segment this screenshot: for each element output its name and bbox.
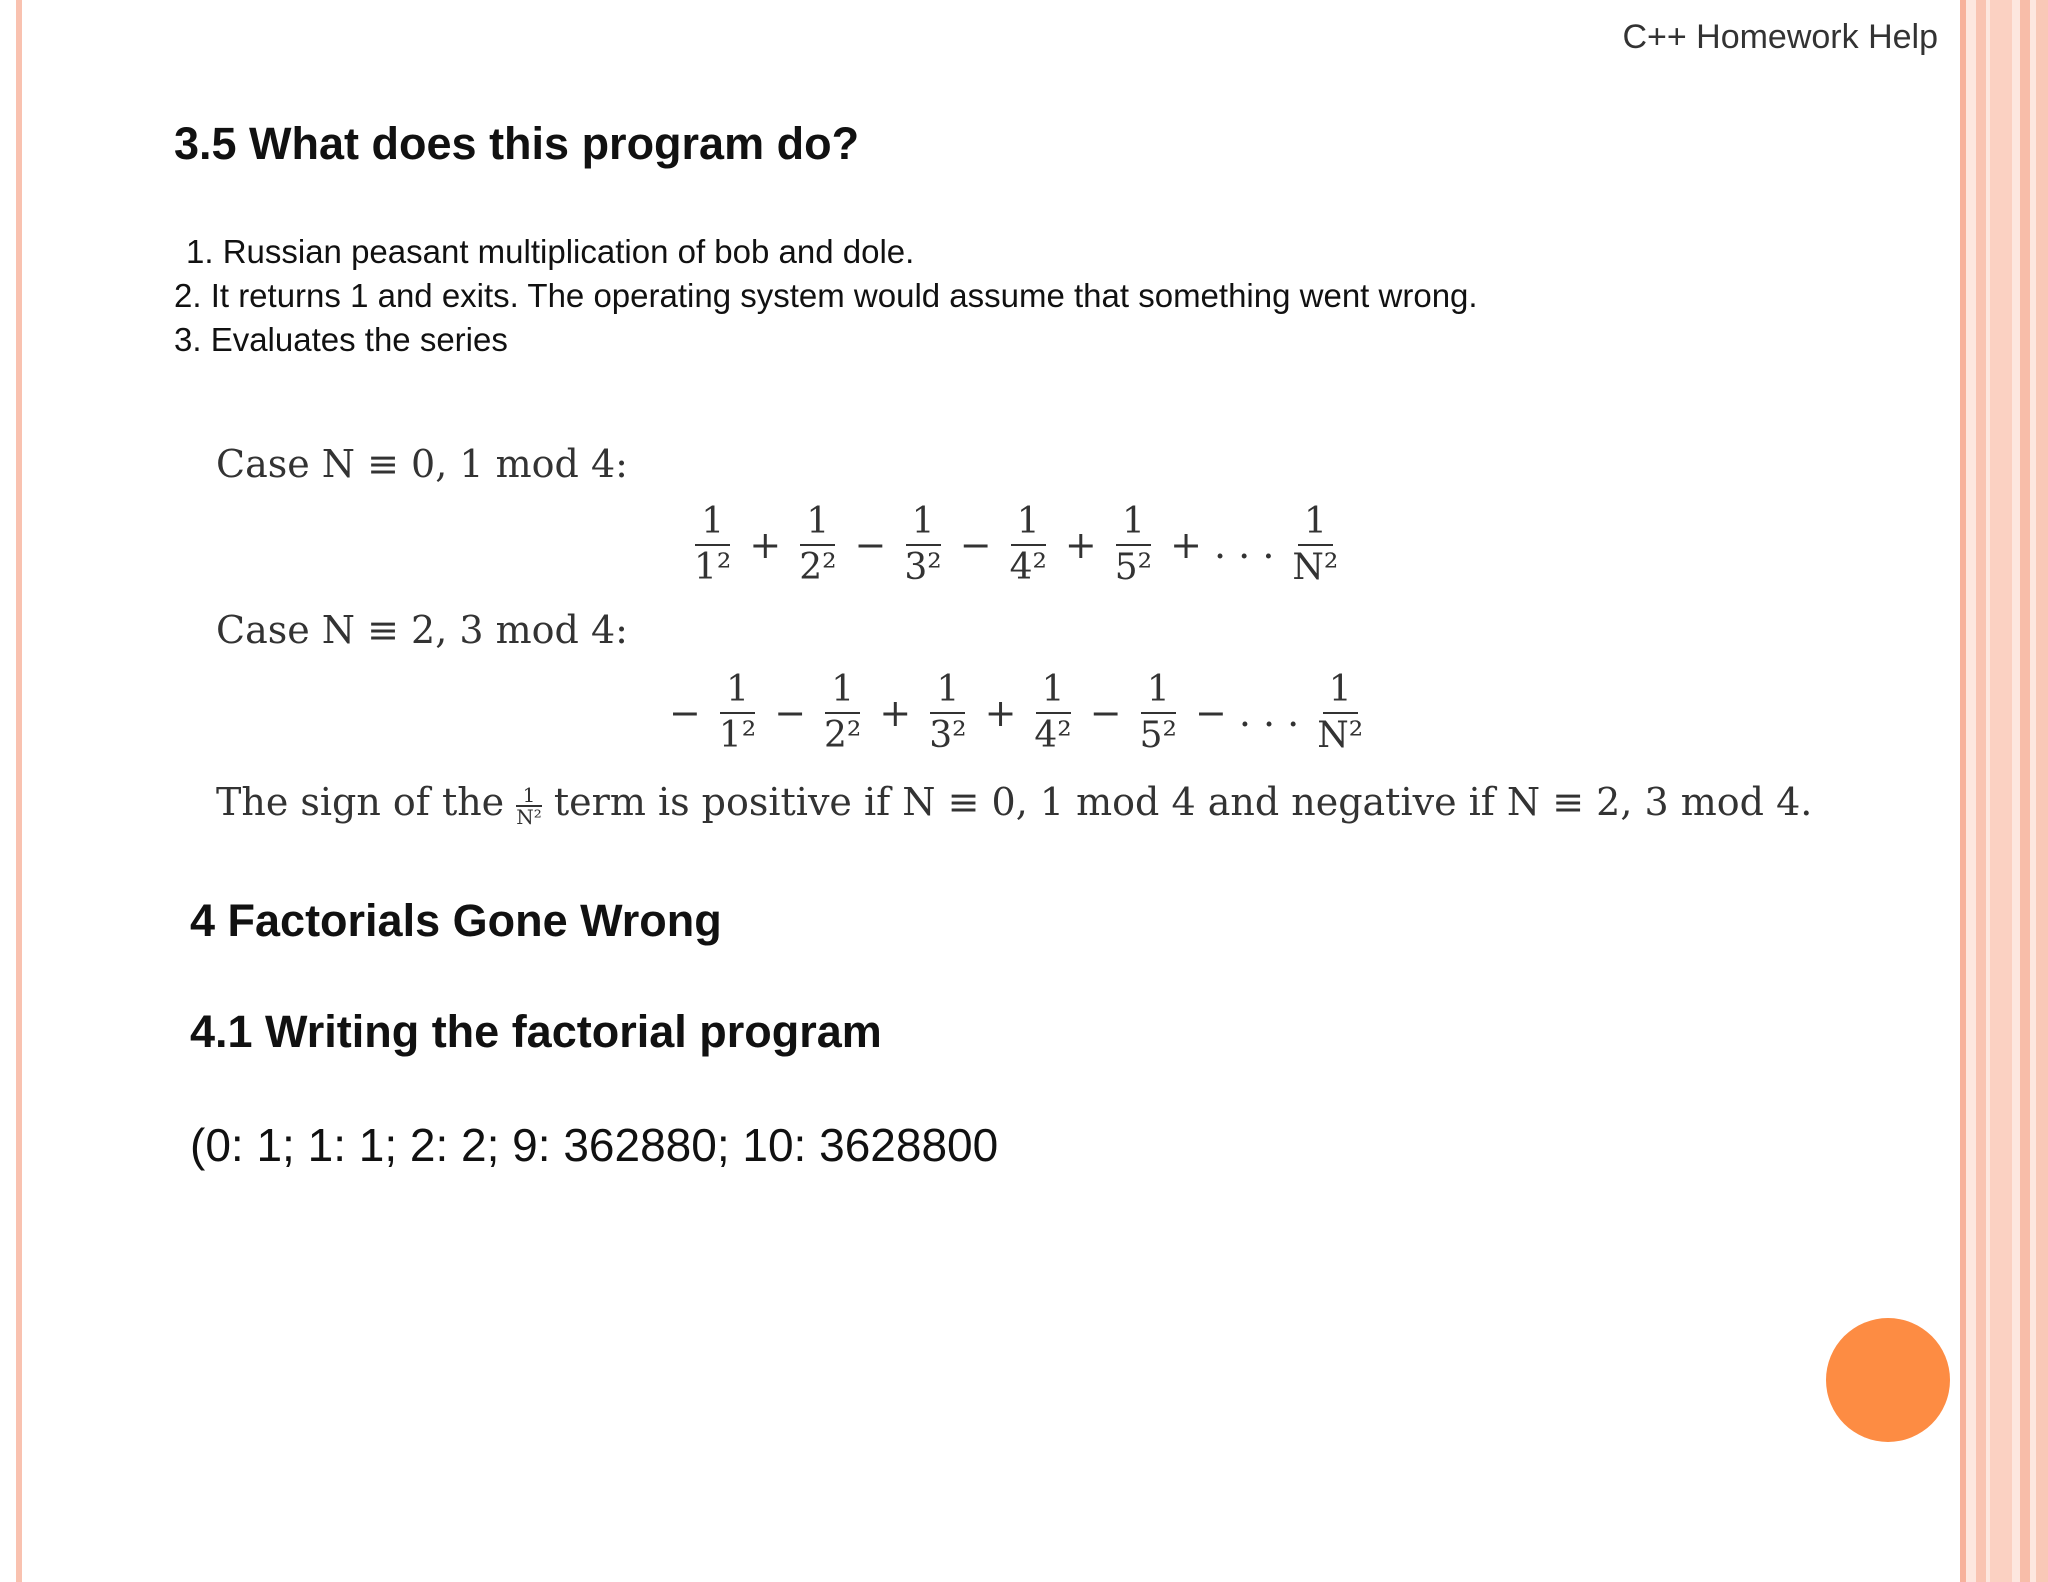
case-label: Case N ≡ 2, 3 mod 4:: [216, 608, 628, 652]
fraction-denominator: 1²: [718, 715, 757, 756]
right-decorative-line: [2036, 0, 2048, 1582]
series-operator: − . . .: [1194, 691, 1300, 735]
header-label: C++ Homework Help: [1622, 18, 1938, 56]
fraction-numerator: 1: [695, 500, 730, 546]
decorative-circle: [1826, 1318, 1950, 1442]
series-term: [898, 500, 947, 590]
answer-item: 3. Evaluates the series: [174, 321, 508, 358]
fraction-denominator: 4²: [1009, 547, 1047, 588]
factorial-results: (0: 1; 1: 1; 2: 2; 9: 362880; 10: 3628800: [190, 1119, 999, 1171]
fraction-numerator: 1: [720, 668, 755, 714]
series-term: [713, 668, 762, 758]
leading-sign: −: [669, 691, 701, 735]
fraction-numerator: 1: [1011, 500, 1046, 546]
fraction-numerator: 1: [1141, 668, 1176, 714]
series-term: [818, 668, 867, 758]
fraction-denominator: 4²: [1034, 715, 1072, 756]
answer-list: [174, 230, 1478, 362]
right-decorative-line: [1990, 0, 2012, 1582]
sign-note: [216, 780, 1812, 827]
fraction-denominator: 3²: [929, 715, 967, 756]
series-formula: [665, 668, 1377, 758]
case-label: Case N ≡ 0, 1 mod 4:: [216, 442, 628, 486]
fraction-numerator: 1: [825, 668, 860, 714]
series-term: [1134, 668, 1183, 758]
fraction-numerator: 1: [1036, 668, 1071, 714]
section-title: 3.5 What does this program do?: [174, 118, 860, 169]
right-decorative-line: [2020, 0, 2030, 1582]
fraction-denominator: 2²: [799, 547, 837, 588]
series-term: [793, 500, 842, 590]
fraction-numerator: 1: [800, 500, 835, 546]
left-decorative-stripe: [16, 0, 22, 1582]
series-operator: +: [879, 691, 912, 735]
series-operator: +: [749, 523, 782, 567]
inline-fraction: [516, 782, 542, 829]
sign-note-text: The sign of the: [216, 780, 505, 824]
section-title: 4 Factorials Gone Wrong: [190, 895, 722, 946]
fraction-numerator: 1: [1298, 500, 1333, 546]
subsection-title: 4.1 Writing the factorial program: [190, 1006, 882, 1057]
fraction-denominator: 1²: [694, 547, 732, 588]
fraction-denominator: N²: [516, 804, 542, 829]
fraction-numerator: 1: [1116, 500, 1151, 546]
fraction-numerator: 1: [1323, 668, 1358, 714]
sign-note-text: term is positive if N ≡ 0, 1 mod 4 and negative if N ≡ 2, 3 mod 4.: [553, 780, 1813, 824]
series-operator: −: [959, 523, 992, 567]
series-term: [1286, 500, 1344, 590]
right-decorative-line: [1976, 0, 1986, 1582]
series-operator: +: [984, 691, 1017, 735]
fraction-denominator: 5²: [1114, 547, 1153, 588]
fraction-numerator: 1: [516, 785, 542, 807]
fraction-numerator: 1: [906, 500, 941, 546]
fraction-denominator: 5²: [1139, 715, 1177, 756]
right-decorative-line: [1960, 0, 1966, 1582]
fraction-denominator: N²: [1292, 547, 1339, 588]
series-term: [1311, 668, 1369, 758]
series-operator: −: [854, 523, 887, 567]
answer-item: 1. Russian peasant multiplication of bob and dole.: [186, 233, 915, 270]
fraction-denominator: 3²: [904, 547, 942, 588]
series-term: [688, 500, 737, 590]
series-term: [1028, 668, 1077, 758]
series-operator: −: [1089, 691, 1122, 735]
fraction-denominator: N²: [1317, 715, 1364, 756]
series-formula: [680, 500, 1352, 590]
series-term: [1004, 500, 1053, 590]
fraction-denominator: 2²: [824, 715, 862, 756]
series-operator: + . . .: [1170, 523, 1275, 567]
series-operator: −: [774, 691, 807, 735]
series-term: [923, 668, 972, 758]
series-term: [1109, 500, 1158, 590]
series-operator: +: [1064, 523, 1097, 567]
answer-item: 2. It returns 1 and exits. The operating system would assume that something went wrong.: [174, 277, 1478, 314]
fraction-numerator: 1: [930, 668, 965, 714]
